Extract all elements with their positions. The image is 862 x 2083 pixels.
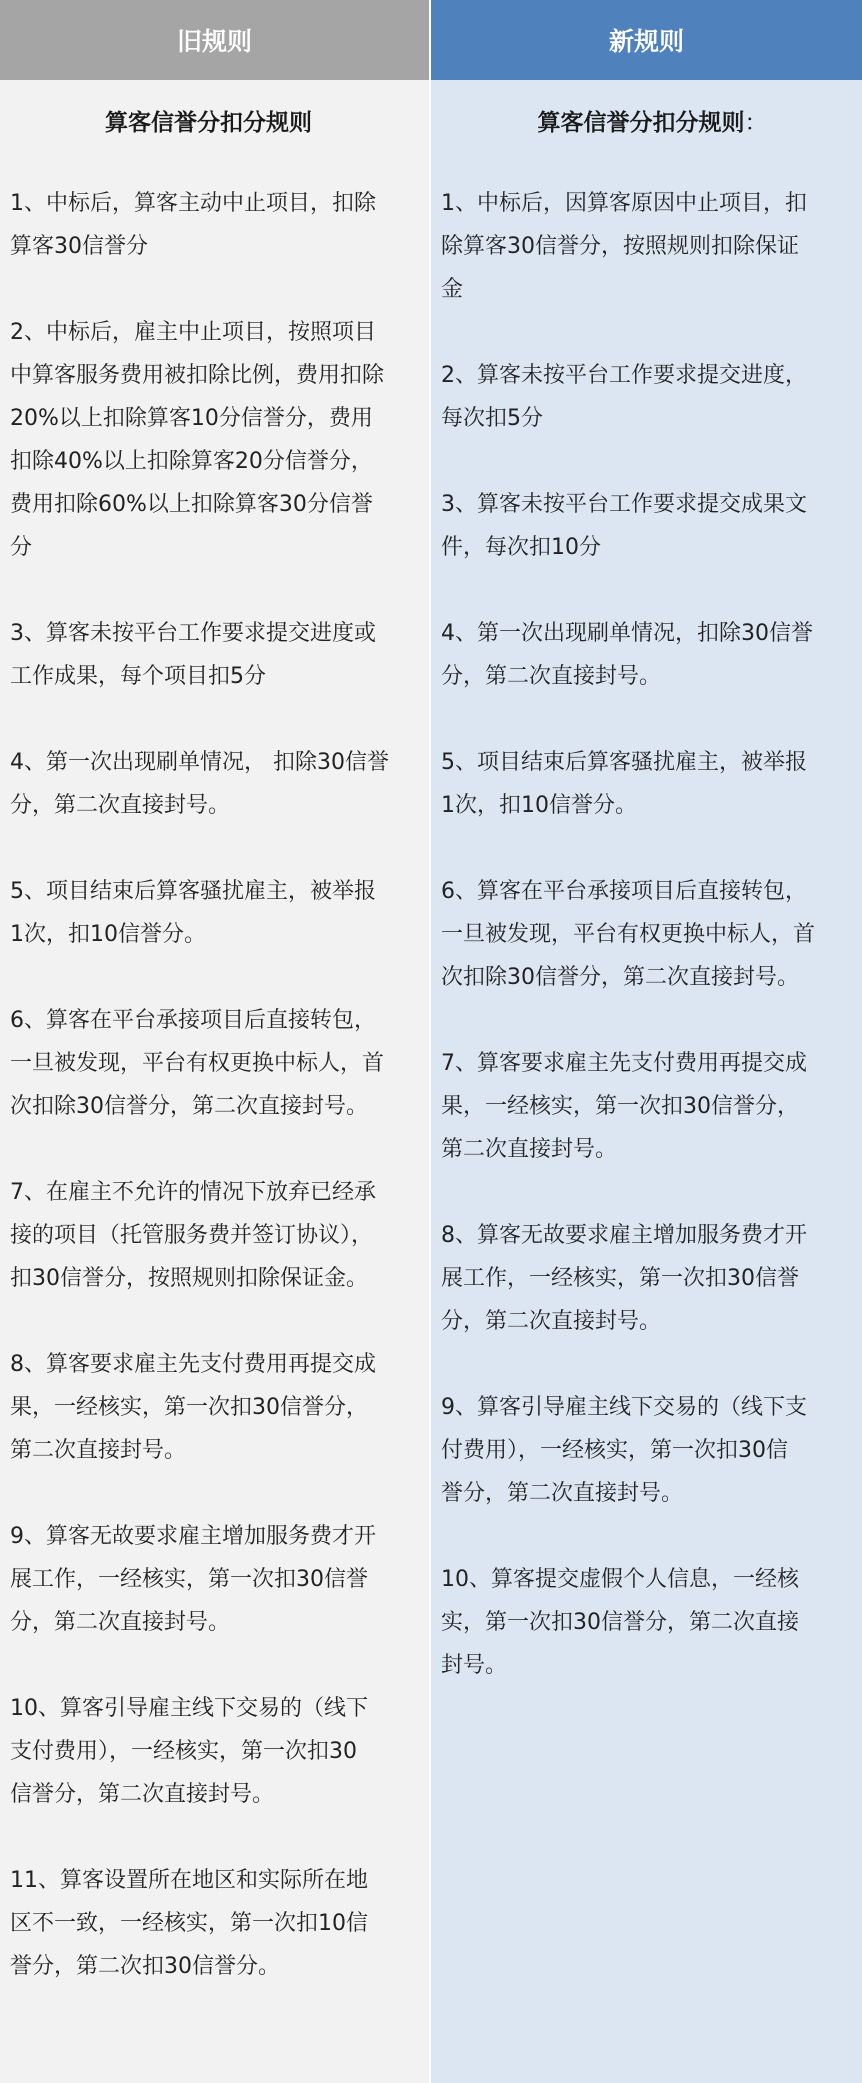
old-rules-column <box>0 0 429 2083</box>
old-rule-item: 2、中标后，雇主中止项目，按照项目 中算客服务费用被扣除比例，费用扣除 20%以上扣除算客10分信誉分，费用 扣除40%以上扣除算客20分信誉分， 费用扣除60%以上扣除算客30分信誉 分 <box>10 320 385 560</box>
old-rule-item: 6、算客在平台承接项目后直接转包， 一旦被发现，平台有权更换中标人，首 次扣除30信誉分，第二次直接封号。 <box>10 1008 385 1119</box>
old-rules-list <box>0 182 429 1988</box>
new-rule-item: 10、算客提交虚假个人信息，一经核 实，第一次扣30信誉分，第二次直接 封号。 <box>441 1567 799 1678</box>
new-rules-column <box>431 0 862 2083</box>
new-rules-body <box>431 80 862 1687</box>
old-rule-item: 1、中标后，算客主动中止项目，扣除 算客30信誉分 <box>10 191 376 259</box>
old-rule-item: 4、第一次出现刷单情况， 扣除30信誉 分，第二次直接封号。 <box>10 750 389 818</box>
new-rules-title-colon: ： <box>744 110 768 136</box>
new-rule-item: 8、算客无故要求雇主增加服务费才开 展工作，一经核实，第一次扣30信誉 分，第二次直接封号。 <box>441 1223 807 1334</box>
old-rule-item: 9、算客无故要求雇主增加服务费才开 展工作，一经核实，第一次扣30信誉 分，第二次直接封号。 <box>10 1524 376 1635</box>
new-rules-title <box>431 102 862 144</box>
old-rule-item: 10、算客引导雇主线下交易的（线下 支付费用），一经核实，第一次扣30 信誉分，第二次直接封号。 <box>10 1696 368 1807</box>
new-rule-item: 5、项目结束后算客骚扰雇主，被举报 1次，扣10信誉分。 <box>441 750 807 818</box>
new-rule-item: 6、算客在平台承接项目后直接转包， 一旦被发现，平台有权更换中标人，首 次扣除30信誉分，第二次直接封号。 <box>441 879 816 990</box>
old-rule-item: 7、在雇主不允许的情况下放弃已经承 接的项目（托管服务费并签订协议）， 扣30信誉分，按照规则扣除保证金。 <box>10 1180 376 1291</box>
old-rules-header: 旧规则 <box>0 0 429 80</box>
new-rule-item: 2、算客未按平台工作要求提交进度， 每次扣5分 <box>441 363 807 431</box>
old-rule-item: 3、算客未按平台工作要求提交进度或 工作成果，每个项目扣5分 <box>10 621 376 689</box>
new-rules-list <box>431 182 862 1687</box>
old-rules-title: 算客信誉分扣分规则 <box>105 110 312 136</box>
new-rule-item: 9、算客引导雇主线下交易的（线下支 付费用），一经核实，第一次扣30信 誉分，第二次直接封号。 <box>441 1395 807 1506</box>
new-rules-title-text: 算客信誉分扣分规则 <box>537 110 745 136</box>
new-rule-item: 1、中标后，因算客原因中止项目，扣 除算客30信誉分，按照规则扣除保证 金 <box>441 191 807 302</box>
old-rules-body <box>0 80 429 1988</box>
new-rule-item: 4、第一次出现刷单情况，扣除30信誉 分，第二次直接封号。 <box>441 621 813 689</box>
old-rule-item: 11、算客设置所在地区和实际所在地 区不一致，一经核实，第一次扣10信 誉分，第二次扣30信誉分。 <box>10 1868 368 1979</box>
old-rule-item: 5、项目结束后算客骚扰雇主，被举报 1次，扣10信誉分。 <box>10 879 376 947</box>
new-rules-header: 新规则 <box>431 0 862 80</box>
new-rule-item: 7、算客要求雇主先支付费用再提交成 果，一经核实，第一次扣30信誉分， 第二次直接封号。 <box>441 1051 807 1162</box>
old-rule-item: 8、算客要求雇主先支付费用再提交成 果，一经核实，第一次扣30信誉分， 第二次直接封号。 <box>10 1352 376 1463</box>
new-rule-item: 3、算客未按平台工作要求提交成果文 件，每次扣10分 <box>441 492 807 560</box>
